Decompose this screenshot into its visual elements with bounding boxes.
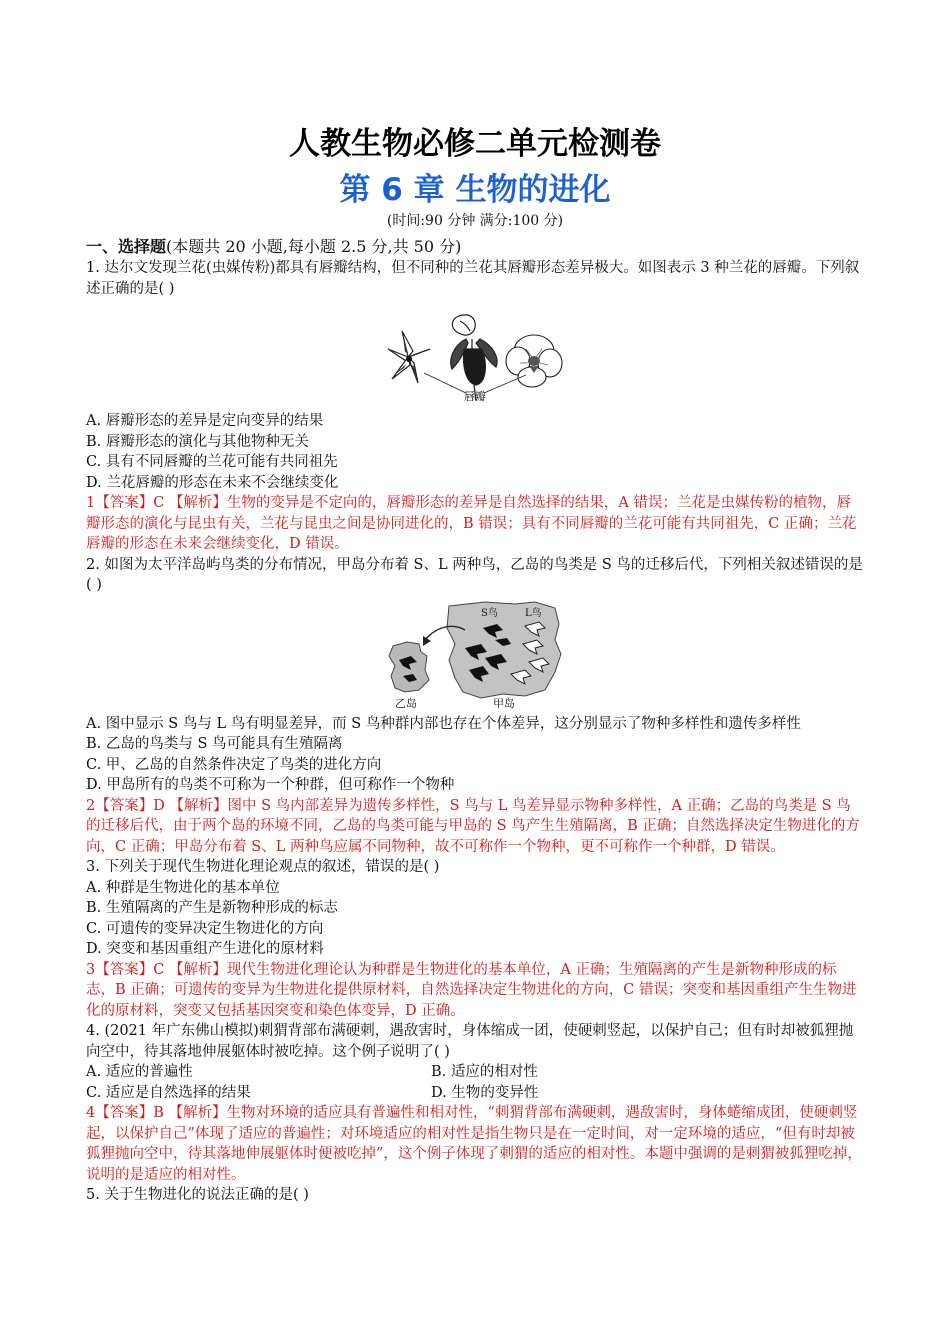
q3-answer: 3【答案】C 【解析】现代生物进化理论认为种群是生物进化的基本单位，A 正确；生殖隔离的产生是新物种形成的标志，B 正确；可遗传的变异为生物进化提供原材料，自然选择决定生物进化的方向，C 错误；突变和基因重组产生生物进化的原材料，突变又包括基因突变和染色体变异，D 正确。 — [86, 961, 857, 1019]
q4-stem: 4. (2021 年广东佛山模拟)刺猬背部布满硬刺，遇敌害时，身体缩成一团，使硬刺竖起，以保护自己；但有时却被狐狸抛向空中，待其落地伸展躯体时被吃掉。这个例子说明了( ) — [86, 1023, 854, 1060]
section-heading — [86, 234, 461, 257]
island-yi-label: 乙岛 — [395, 696, 417, 710]
q2-figure — [86, 600, 864, 710]
chapter-title: 第 6 章 生物的进化 — [339, 172, 611, 208]
q3-stem: 3. 下列关于现代生物进化理论观点的叙述，错误的是( ) — [86, 859, 440, 875]
section-label: 一、选择题 — [86, 237, 167, 256]
q2-option-a: A. 图中显示 S 鸟与 L 鸟有明显差异，而 S 鸟种群内部也存在个体差异，这分别显示了物种多样性和遗传多样性 — [86, 715, 801, 732]
l-bird-label: L鸟 — [525, 607, 542, 619]
q4-option-c: C. 适应是自然选择的结果 — [86, 1084, 251, 1101]
q4-answer: 4【答案】B 【解析】生物对环境的适应具有普遍性和相对性，“刺猬背部布满硬刺，遇敌害时，身体蜷缩成团，使硬刺竖起，以保护自己”体现了适应的普遍性；对环境适应的相对性是指生物只是在一定时间，对一定环境的适应，“但有时却被狐狸抛向空中，待其落地伸展躯体时便被吃掉”，这个例子体现了刺猬的适应的相对性。本题中强调的是刺猬被狐狸吃掉，说明的是适应的相对性。 — [86, 1105, 862, 1183]
q1-figure-label: 唇瓣 — [464, 390, 486, 401]
q2-option-d: D. 甲岛所有的鸟类不可称为一个种群，但可称作一个物种 — [86, 777, 455, 793]
page-title: 人教生物必修二单元检测卷 — [289, 126, 661, 162]
q1-figure — [86, 309, 864, 401]
q2-answer: 2【答案】D 【解析】图中 S 鸟内部差异为遗传多样性，S 鸟与 L 鸟差异显示物种多样性，A 正确；乙岛的鸟类是 S 鸟的迁移后代，由于两个岛的环境不同，乙岛的鸟类可能与甲岛的 S 鸟产生生殖隔离，B 正确；自然选择决定生物进化的方向，C 正确；甲岛分布着 S、L 两种鸟应属不同物种，故不可称作一个物种，更不可称作一个种群，D 错误。 — [86, 797, 860, 855]
section-note: (本题共 20 小题,每小题 2.5 分,共 50 分) — [166, 237, 462, 256]
q4-option-a: A. 适应的普遍性 — [86, 1064, 193, 1080]
q5-stem: 5. 关于生物进化的说法正确的是( ) — [86, 1187, 309, 1203]
q1-option-a: A. 唇瓣形态的差异是定向变异的结果 — [86, 413, 324, 429]
q3-option-a: A. 种群是生物进化的基本单位 — [86, 879, 280, 896]
q4-options-row-2 — [86, 1083, 864, 1104]
q4-option-b: B. 适应的相对性 — [431, 1064, 538, 1080]
q1-answer: 1【答案】C 【解析】生物的变异是不定向的，唇瓣形态的差异是自然选择的结果，A 错误；兰花是虫媒传粉的植物，唇瓣形态的演化与昆虫有关，兰花与昆虫之间是协同进化的，B 错误；具有不同唇瓣的兰花可能有共同祖先，C 正确；兰花唇瓣的形态在未来会继续变化，D 错误。 — [86, 495, 857, 552]
q1-option-d: D. 兰花唇瓣的形态在未来不会继续变化 — [86, 474, 339, 491]
q1-option-b: B. 唇瓣形态的演化与其他物种无关 — [86, 433, 309, 450]
q1-option-c: C. 具有不同唇瓣的兰花可能有共同祖先 — [86, 454, 338, 470]
q4-option-d: D. 生物的变异性 — [431, 1084, 539, 1101]
q1-stem: 1. 达尔文发现兰花(虫媒传粉)都具有唇瓣结构，但不同种的兰花其唇瓣形态差异极大。如图表示 3 种兰花的唇瓣。下列叙述正确的是( ) — [86, 260, 860, 297]
q2-stem: 2. 如图为太平洋岛屿鸟类的分布情况，甲岛分布着 S、L 两种鸟，乙岛的鸟类是 S 鸟的迁移后代，下列相关叙述错误的是( ) — [86, 556, 863, 593]
s-bird-label: S鸟 — [481, 607, 498, 619]
island-jia-label: 甲岛 — [493, 696, 515, 710]
q4-options-row-1 — [86, 1062, 864, 1083]
q3-option-b: B. 生殖隔离的产生是新物种形成的标志 — [86, 900, 338, 916]
q3-option-d: D. 突变和基因重组产生进化的原材料 — [86, 941, 324, 957]
time-info: (时间:90 分钟 满分:100 分) — [386, 213, 564, 229]
question-list — [86, 258, 864, 1206]
island-birds-illustration — [385, 600, 565, 710]
q2-option-c: C. 甲、乙岛的自然条件决定了鸟类的进化方向 — [86, 756, 382, 773]
q2-option-b: B. 乙岛的鸟类与 S 鸟可能具有生殖隔离 — [86, 736, 343, 752]
orchid-lip-illustration — [380, 309, 570, 401]
q3-option-c: C. 可遗传的变异决定生物进化的方向 — [86, 920, 324, 937]
